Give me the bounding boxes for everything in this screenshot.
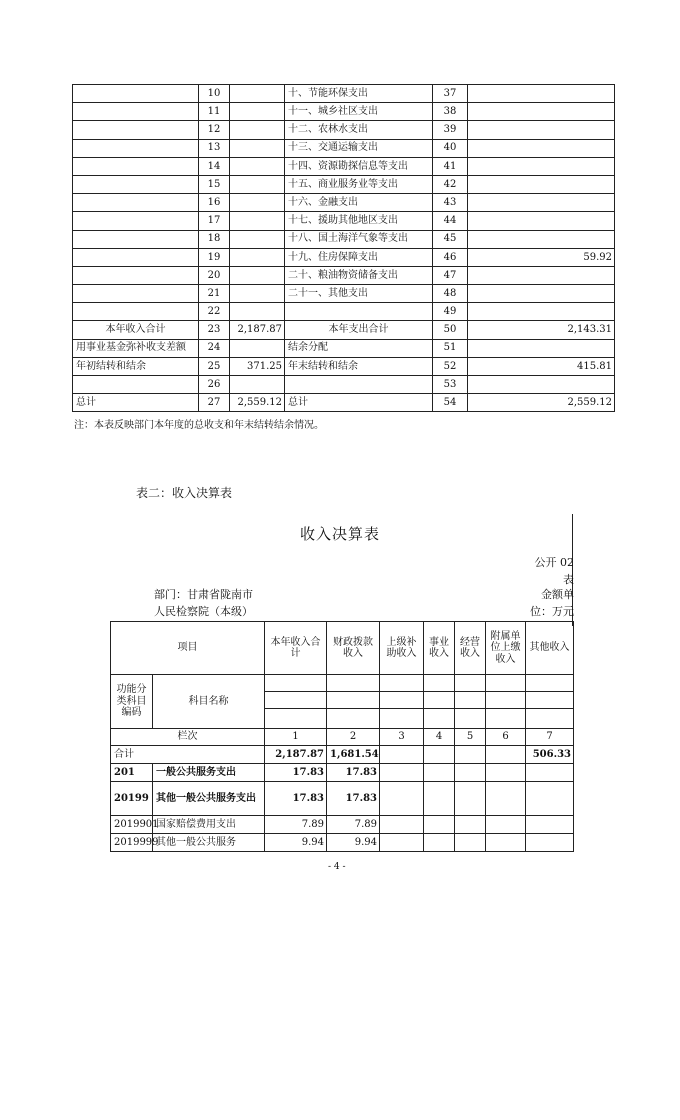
col-number: 5 xyxy=(455,729,486,746)
col-head: 财政拨款收入 xyxy=(327,622,380,675)
table-cell: 53 xyxy=(433,376,468,394)
table-cell xyxy=(73,103,199,121)
table-cell xyxy=(73,266,199,284)
table-cell: 2019901 xyxy=(111,816,153,834)
table-row xyxy=(73,103,615,121)
table-cell: 7.89 xyxy=(327,816,380,834)
table-cell: 15 xyxy=(199,175,230,193)
table-cell: 43 xyxy=(433,194,468,212)
total-label: 合计 xyxy=(111,746,265,764)
table-cell xyxy=(468,103,615,121)
table-cell xyxy=(468,230,615,248)
table-cell: 二十一、其他支出 xyxy=(285,285,433,303)
table-cell xyxy=(230,157,285,175)
table-cell xyxy=(468,339,615,357)
table-cell xyxy=(455,834,486,852)
table-cell: 54 xyxy=(433,394,468,412)
table-cell: 49 xyxy=(433,303,468,321)
table-cell: 17 xyxy=(199,212,230,230)
table-note: 注：本表反映部门本年度的总收支和年末结转结余情况。 xyxy=(74,420,324,431)
table-cell xyxy=(424,764,455,782)
table-cell xyxy=(230,248,285,266)
table-cell xyxy=(285,376,433,394)
table-cell: 其他一般公共服务支出 xyxy=(153,782,265,816)
table-cell: 9.94 xyxy=(327,834,380,852)
table-row xyxy=(73,376,615,394)
table-cell xyxy=(526,816,574,834)
col-number: 6 xyxy=(486,729,526,746)
col-head: 事业收入 xyxy=(424,622,455,675)
table-cell xyxy=(73,175,199,193)
table-cell: 2,559.12 xyxy=(468,394,615,412)
table-cell: 39 xyxy=(433,121,468,139)
table-cell: 40 xyxy=(433,139,468,157)
table-cell xyxy=(455,782,486,816)
col-head: 经营收入 xyxy=(455,622,486,675)
table-row xyxy=(73,303,615,321)
table-cell xyxy=(468,194,615,212)
table-cell: 45 xyxy=(433,230,468,248)
table-row xyxy=(73,248,615,266)
table-cell: 26 xyxy=(199,376,230,394)
table-cell: 结余分配 xyxy=(285,339,433,357)
table-cell: 12 xyxy=(199,121,230,139)
table-cell xyxy=(230,266,285,284)
col-number: 7 xyxy=(526,729,574,746)
table-cell: 年初结转和结余 xyxy=(73,357,199,375)
table-cell: 48 xyxy=(433,285,468,303)
table-cell xyxy=(230,303,285,321)
header-row xyxy=(111,622,574,675)
table-cell xyxy=(468,303,615,321)
table-cell xyxy=(486,764,526,782)
table-cell: 11 xyxy=(199,103,230,121)
table-cell: 十六、金融支出 xyxy=(285,194,433,212)
table-cell xyxy=(468,175,615,193)
table-cell xyxy=(468,285,615,303)
table-cell: 十九、住房保障支出 xyxy=(285,248,433,266)
table-cell: 19 xyxy=(199,248,230,266)
table-cell: 其他一般公共服务 xyxy=(153,834,265,852)
table-cell: 十五、商业服务业等支出 xyxy=(285,175,433,193)
table-cell xyxy=(380,782,424,816)
table-cell: 41 xyxy=(433,157,468,175)
table-cell xyxy=(230,376,285,394)
table-cell xyxy=(230,339,285,357)
table-row xyxy=(73,212,615,230)
unit-label: 金额单 位：万元 xyxy=(530,588,574,618)
table-cell xyxy=(73,303,199,321)
table-row xyxy=(111,816,574,834)
table-cell xyxy=(380,834,424,852)
table-cell: 十一、城乡社区支出 xyxy=(285,103,433,121)
table-cell xyxy=(468,157,615,175)
table-cell: 9.94 xyxy=(265,834,327,852)
table-cell: 十三、交通运输支出 xyxy=(285,139,433,157)
table-cell: 总计 xyxy=(73,394,199,412)
table-cell: 371.25 xyxy=(230,357,285,375)
table-cell: 20 xyxy=(199,266,230,284)
table-row xyxy=(73,121,615,139)
table-cell: 17.83 xyxy=(265,782,327,816)
table-cell: 38 xyxy=(433,103,468,121)
table-cell: 总计 xyxy=(285,394,433,412)
table-cell: 本年支出合计 xyxy=(285,321,433,339)
table-cell: 47 xyxy=(433,266,468,284)
table-row xyxy=(73,175,615,193)
table-cell xyxy=(380,764,424,782)
table-cell: 年末结转和结余 xyxy=(285,357,433,375)
table-cell xyxy=(230,103,285,121)
table-cell xyxy=(73,230,199,248)
table-row xyxy=(73,230,615,248)
col-number: 3 xyxy=(380,729,424,746)
table-cell xyxy=(230,121,285,139)
table-cell xyxy=(526,782,574,816)
table-cell xyxy=(230,139,285,157)
table-cell: 51 xyxy=(433,339,468,357)
table-row xyxy=(73,394,615,412)
total-value: 1,681.54 xyxy=(327,746,380,764)
table-cell: 十二、农林水支出 xyxy=(285,121,433,139)
table-cell: 42 xyxy=(433,175,468,193)
subhead-row xyxy=(111,675,574,692)
total-value: 506.33 xyxy=(526,746,574,764)
table-cell: 2,187.87 xyxy=(230,321,285,339)
table-cell: 17.83 xyxy=(265,764,327,782)
table-cell: 10 xyxy=(199,85,230,103)
table-cell: 22 xyxy=(199,303,230,321)
table-cell: 十、节能环保支出 xyxy=(285,85,433,103)
table-cell: 十四、资源勘探信息等支出 xyxy=(285,157,433,175)
table-cell xyxy=(468,121,615,139)
table-cell xyxy=(285,303,433,321)
table-row xyxy=(73,339,615,357)
table-cell: 一般公共服务支出 xyxy=(153,764,265,782)
table-cell: 201 xyxy=(111,764,153,782)
table-cell xyxy=(486,834,526,852)
table-cell: 13 xyxy=(199,139,230,157)
table-cell: 59.92 xyxy=(468,248,615,266)
table-cell xyxy=(526,834,574,852)
table-cell: 17.83 xyxy=(327,782,380,816)
table-cell: 2,143.31 xyxy=(468,321,615,339)
func-code-head: 功能分类科目编码 xyxy=(111,675,153,729)
department-label: 部门：甘肃省陇南市 人民检察院（本级） xyxy=(154,588,253,618)
table-row xyxy=(73,139,615,157)
table-cell xyxy=(73,157,199,175)
table-row xyxy=(73,85,615,103)
table-cell xyxy=(73,212,199,230)
col-number: 4 xyxy=(424,729,455,746)
table-cell: 37 xyxy=(433,85,468,103)
total-row xyxy=(111,746,574,764)
table-cell: 国家赔偿费用支出 xyxy=(153,816,265,834)
table-cell: 十七、援助其他地区支出 xyxy=(285,212,433,230)
table-cell xyxy=(73,121,199,139)
table-cell: 17.83 xyxy=(327,764,380,782)
header-item: 项目 xyxy=(111,622,265,675)
table-cell xyxy=(424,816,455,834)
table-row xyxy=(111,782,574,816)
table-cell xyxy=(230,175,285,193)
lanci-label: 栏次 xyxy=(111,729,265,746)
table-cell xyxy=(486,782,526,816)
table-cell xyxy=(230,285,285,303)
table-cell xyxy=(73,85,199,103)
page-number: - 4 - xyxy=(328,862,346,872)
table-cell xyxy=(424,782,455,816)
col-head: 其他收入 xyxy=(526,622,574,675)
table-cell: 46 xyxy=(433,248,468,266)
table-row xyxy=(73,157,615,175)
table-cell: 本年收入合计 xyxy=(73,321,199,339)
table-row xyxy=(73,194,615,212)
table-cell xyxy=(526,764,574,782)
table-cell xyxy=(73,376,199,394)
table-cell: 二十、粮油物资储备支出 xyxy=(285,266,433,284)
table-cell: 24 xyxy=(199,339,230,357)
table-cell: 18 xyxy=(199,230,230,248)
table-cell: 25 xyxy=(199,357,230,375)
table-cell xyxy=(455,816,486,834)
table-cell xyxy=(230,194,285,212)
col-head: 附属单位上缴收入 xyxy=(486,622,526,675)
table-cell: 用事业基金弥补收支差额 xyxy=(73,339,199,357)
table-cell xyxy=(73,139,199,157)
form-code: 公开 02 表 xyxy=(534,556,574,586)
table-cell: 2,559.12 xyxy=(230,394,285,412)
table-cell: 十八、国土海洋气象等支出 xyxy=(285,230,433,248)
table-row xyxy=(111,764,574,782)
table-row xyxy=(111,834,574,852)
table-cell xyxy=(73,248,199,266)
table-row xyxy=(73,285,615,303)
table-cell xyxy=(468,376,615,394)
col-head: 上级补助收入 xyxy=(380,622,424,675)
table-cell: 7.89 xyxy=(265,816,327,834)
table-cell xyxy=(230,212,285,230)
table-row xyxy=(73,321,615,339)
table-row xyxy=(73,266,615,284)
table-cell: 415.81 xyxy=(468,357,615,375)
total-value: 2,187.87 xyxy=(265,746,327,764)
table-cell xyxy=(230,230,285,248)
table-cell xyxy=(468,212,615,230)
table-cell: 52 xyxy=(433,357,468,375)
subject-name-head: 科目名称 xyxy=(153,675,265,729)
table-cell: 44 xyxy=(433,212,468,230)
table-cell xyxy=(424,834,455,852)
table-cell: 16 xyxy=(199,194,230,212)
table-cell: 2019999 xyxy=(111,834,153,852)
table-cell xyxy=(455,764,486,782)
table-cell: 50 xyxy=(433,321,468,339)
income-statement-table xyxy=(110,621,574,852)
column-number-row xyxy=(111,729,574,746)
col-head: 本年收入合计 xyxy=(265,622,327,675)
table-cell xyxy=(468,139,615,157)
table-cell xyxy=(468,266,615,284)
table-cell xyxy=(380,816,424,834)
table-title: 收入决算表 xyxy=(300,525,381,543)
table-cell: 14 xyxy=(199,157,230,175)
section-caption: 表二：收入决算表 xyxy=(136,486,233,500)
table-row xyxy=(73,357,615,375)
table-cell: 21 xyxy=(199,285,230,303)
table-cell xyxy=(73,194,199,212)
table-cell xyxy=(468,85,615,103)
col-number: 1 xyxy=(265,729,327,746)
table-cell xyxy=(486,816,526,834)
table-cell: 23 xyxy=(199,321,230,339)
col-number: 2 xyxy=(327,729,380,746)
table-cell: 20199 xyxy=(111,782,153,816)
table-cell: 27 xyxy=(199,394,230,412)
income-expense-summary-table xyxy=(72,84,615,412)
table-cell xyxy=(230,85,285,103)
table-cell xyxy=(73,285,199,303)
